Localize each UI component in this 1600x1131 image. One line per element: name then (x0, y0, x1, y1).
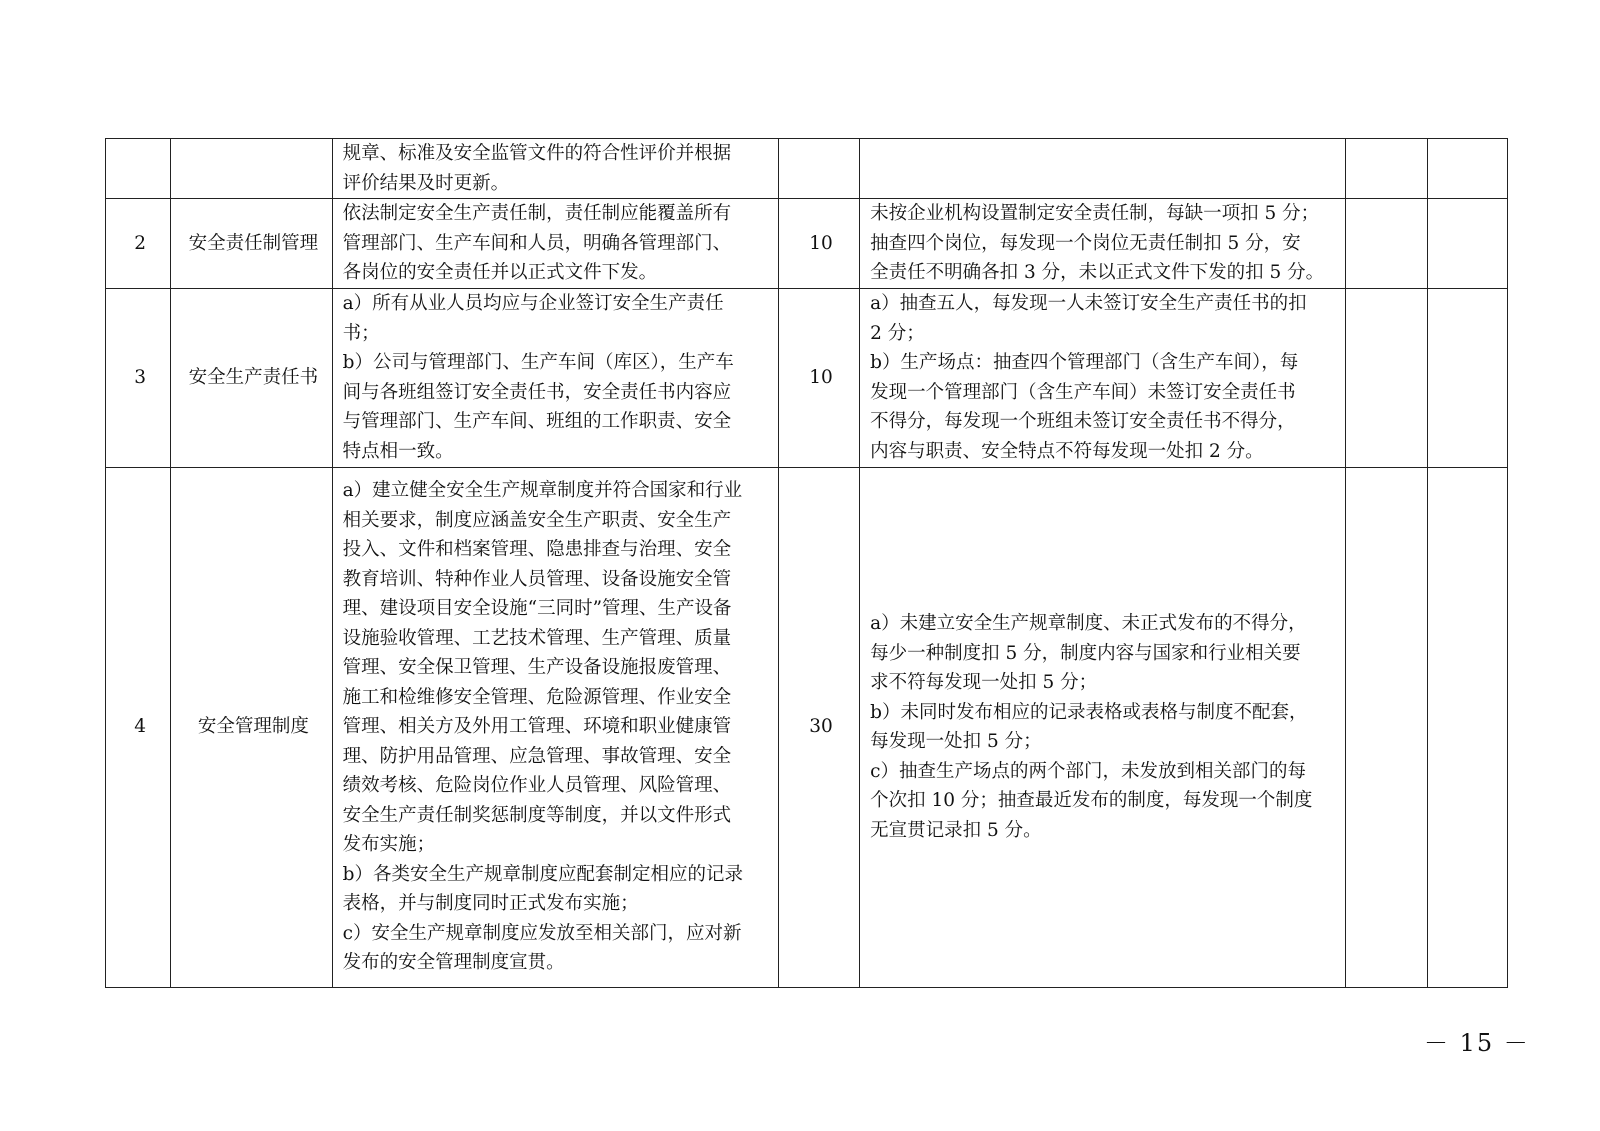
criteria-line: 内容与职责、安全特点不符每发现一处扣 2 分。 (870, 440, 1264, 462)
criteria-line: a）未建立安全生产规章制度、未正式发布的不得分， (870, 613, 1307, 634)
criteria-line: 每发现一处扣 5 分； (870, 731, 1042, 752)
requirement-line: 间与各班组签订安全责任书，安全责任书内容应 (342, 381, 732, 403)
table-row (106, 199, 1508, 289)
row-number (106, 139, 171, 199)
requirement-line: 设施验收管理、工艺技术管理、生产管理、质量 (342, 627, 732, 649)
criteria-line: 抽查四个岗位，每发现一个岗位无责任制扣 5 分，安 (870, 232, 1301, 254)
requirement-line: c）安全生产规章制度应发放至相关部门，应对新 (342, 922, 742, 944)
criteria-line: 全责任不明确各扣 3 分，未以正式文件下发的扣 5 分。 (870, 262, 1325, 283)
requirement-line: 发布的安全管理制度宣贯。 (342, 952, 565, 974)
requirement-line: 发布实施； (342, 834, 436, 856)
table-row (106, 139, 1508, 199)
extra-cell (1427, 139, 1507, 199)
row-number: 4 (106, 467, 171, 987)
requirement-line: 理、建设项目安全设施“三同时”管理、生产设备 (342, 598, 732, 620)
criteria-line: 未按企业机构设置制定安全责任制，每缺一项扣 5 分； (870, 203, 1320, 224)
requirement-line: 管理、安全保卫管理、生产设备设施报废管理、 (342, 657, 732, 679)
score-cell: 10 (778, 199, 859, 289)
page-number: － 15 － (1424, 1029, 1530, 1057)
table-row (106, 467, 1508, 987)
requirement-line: 绩效考核、危险岗位作业人员管理、风险管理、 (342, 775, 732, 797)
requirement-line: b）各类安全生产规章制度应配套制定相应的记录 (342, 863, 743, 885)
requirement-cell (332, 288, 778, 467)
extra-cell (1346, 199, 1427, 289)
item-name: 安全生产责任书 (171, 288, 332, 467)
requirement-line: 投入、文件和档案管理、隐患排查与治理、安全 (342, 539, 732, 561)
requirement-line: 教育培训、特种作业人员管理、设备设施安全管 (342, 568, 732, 590)
criteria-line: 无宣贯记录扣 5 分。 (870, 819, 1042, 841)
extra-cell (1427, 199, 1507, 289)
requirement-line: 管理、相关方及外用工管理、环境和职业健康管 (342, 716, 732, 738)
requirement-line: 规章、标准及安全监管文件的符合性评价并根据 (342, 143, 732, 164)
requirement-line: 特点相一致。 (342, 440, 454, 462)
requirement-cell (332, 139, 778, 199)
requirement-line: b）公司与管理部门、生产车间（库区），生产车 (342, 352, 734, 373)
extra-cell (1346, 467, 1427, 987)
requirement-line: 各岗位的安全责任并以正式文件下发。 (342, 262, 658, 283)
requirement-cell (332, 467, 778, 987)
score-cell: 30 (778, 467, 859, 987)
requirement-line: 安全生产责任制奖惩制度等制度，并以文件形式 (342, 804, 732, 826)
criteria-line: b）未同时发布相应的记录表格或表格与制度不配套， (870, 701, 1308, 723)
requirement-line: 评价结果及时更新。 (342, 172, 510, 194)
criteria-cell (860, 139, 1346, 199)
extra-cell (1427, 288, 1507, 467)
requirement-line: 依法制定安全生产责任制，责任制应能覆盖所有 (342, 203, 732, 224)
criteria-line: 2 分； (870, 322, 925, 344)
criteria-line: 不得分，每发现一个班组未签订安全责任书不得分， (870, 411, 1296, 432)
requirement-line: a）建立健全安全生产规章制度并符合国家和行业 (342, 480, 743, 502)
requirement-line: 相关要求，制度应涵盖安全生产职责、安全生产 (342, 509, 732, 531)
requirement-line: 施工和检维修安全管理、危险源管理、作业安全 (342, 686, 732, 708)
item-name: 安全责任制管理 (171, 199, 332, 289)
requirement-cell (332, 199, 778, 289)
row-number: 3 (106, 288, 171, 467)
criteria-cell (860, 467, 1346, 987)
extra-cell (1427, 467, 1507, 987)
criteria-line: 发现一个管理部门（含生产车间）未签订安全责任书 (870, 381, 1296, 403)
extra-cell (1346, 139, 1427, 199)
requirement-line: 表格，并与制度同时正式发布实施； (342, 893, 639, 915)
row-number: 2 (106, 199, 171, 289)
score-cell: 10 (778, 288, 859, 467)
requirement-line: 与管理部门、生产车间、班组的工作职责、安全 (342, 411, 732, 432)
extra-cell (1346, 288, 1427, 467)
criteria-line: c）抽查生产场点的两个部门，未发放到相关部门的每 (870, 760, 1306, 782)
item-name: 安全管理制度 (171, 467, 332, 987)
criteria-line: b）生产场点：抽查四个管理部门（含生产车间），每 (870, 352, 1299, 373)
criteria-line: 每少一种制度扣 5 分，制度内容与国家和行业相关要 (870, 642, 1301, 664)
requirement-line: 管理部门、生产车间和人员，明确各管理部门、 (342, 232, 732, 254)
criteria-line: 求不符每发现一处扣 5 分； (870, 672, 1098, 693)
requirement-line: 书； (342, 322, 380, 344)
criteria-line: a）抽查五人，每发现一人未签订安全生产责任书的扣 (870, 293, 1307, 314)
requirement-line: a）所有从业人员均应与企业签订安全生产责任 (342, 293, 724, 314)
criteria-cell (860, 288, 1346, 467)
item-name (171, 139, 332, 199)
evaluation-table (105, 138, 1508, 988)
score-cell (778, 139, 859, 199)
table-row (106, 288, 1508, 467)
criteria-line: 个次扣 10 分；抽查最近发布的制度，每发现一个制度 (870, 790, 1313, 811)
criteria-cell (860, 199, 1346, 289)
requirement-line: 理、防护用品管理、应急管理、事故管理、安全 (342, 745, 732, 767)
